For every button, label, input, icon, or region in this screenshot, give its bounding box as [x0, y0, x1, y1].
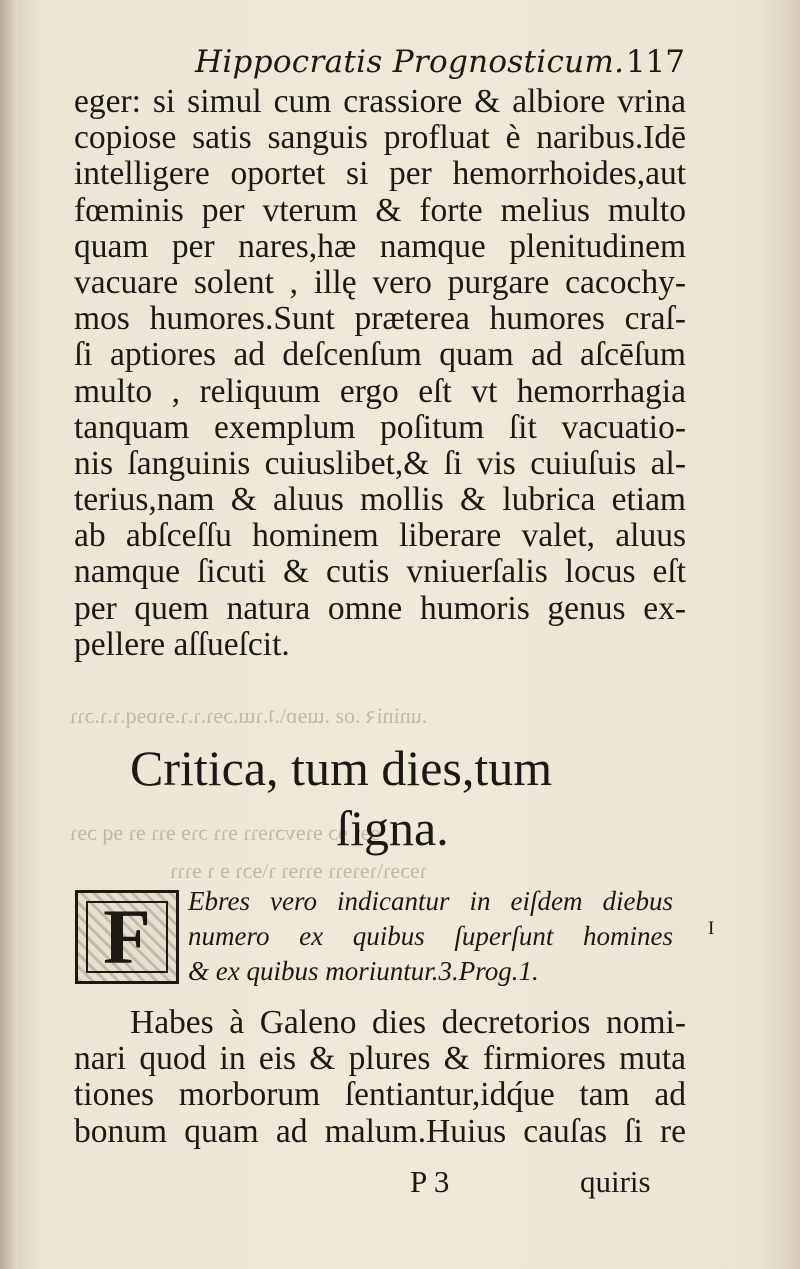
show-through-text: ɿɘɔɘɿ\ɿɘɿɘɿɿ ɘɿɿɘɿ ɿ\ɘɔɿ ɘ ɿ ɘɿɿɿ: [170, 858, 428, 883]
margin-note: I: [708, 918, 715, 939]
text-line: fœminis per vterum & forte melius multo: [74, 191, 686, 229]
aphorism-line: Ebres vero indicantur in eiſdem diebus: [188, 886, 673, 916]
text-line: pellere aſſueſcit.: [74, 625, 290, 663]
text-line: multo , reliquum ergo eſt vt hemorrhagia: [74, 372, 686, 410]
text-line: terius,nam & aluus mollis & lubrica etiam: [74, 481, 686, 519]
decorated-initial: [75, 890, 179, 984]
page-gutter: [0, 0, 18, 1269]
text-line: nari quod in eis & plures & firmiores muta: [74, 1040, 686, 1078]
page-number: 117: [625, 44, 685, 80]
paragraph-1: [74, 84, 686, 663]
heading-line-2: ſigna.: [336, 800, 449, 856]
text-line: quam per nares,hæ namque plenitudinem: [74, 227, 686, 265]
aphorism-line: numero ex quibus ſuperſunt homines: [188, 921, 673, 951]
page-header: [195, 44, 685, 84]
text-line: vacuare solent , illę vero purgare cacochy-: [74, 263, 686, 301]
initial-letter: F: [103, 893, 151, 980]
aphorism-line: & ex quibus moriuntur.3.Prog.1.: [188, 956, 539, 986]
text-line: bonum quam ad malum.Huius cauſas ſi re: [74, 1112, 686, 1150]
catchword: quiris: [580, 1164, 651, 1199]
section-heading: [130, 738, 610, 858]
text-line: intelligere oportet si per hemorrhoides,aut: [74, 155, 686, 193]
text-line: ſi aptiores ad deſcenſum quam ad aſcēſum: [74, 336, 686, 374]
text-line: tanquam exemplum poſitum ſit vacuatio-: [74, 408, 686, 446]
text-line: Habes à Galeno dies decretorios nomi-: [130, 1004, 686, 1041]
text-line: tiones morborum ſentiantur,idq́ue tam ad: [74, 1076, 686, 1114]
show-through-text: .uniniꝛ .oƨ .ɯɘɒ\.ʇ.ɿɯ.ɔɘɿ.ɿ.ɿ.ɘɿɒɘq.ɿ.ɿ.ɔɿɿ: [70, 703, 428, 728]
text-line: namque ſicuti & cutis vniuerſalis locus eſt: [74, 553, 686, 591]
show-through-text: ɘɘɿ ɘɔ ɘɿɘvɔɿɘɿɿ ɘɿɿ ɔɿɘ ɘɿɿ ɘɿ ɘq ɔɘɿ: [70, 820, 381, 845]
text-line: per quem natura omne humoris genus ex-: [74, 589, 686, 627]
heading-line-1: Critica, tum dies,tum: [130, 740, 553, 796]
paragraph-2: [74, 1005, 686, 1150]
text-line: nis ſanguinis cuiuslibet,& ſi vis cuiuſuis al-: [74, 444, 686, 482]
text-line: ab abſceſſu hominem liberare valet, aluus: [74, 517, 686, 555]
aphorism-text: [188, 884, 673, 989]
text-line: eger: si simul cum crassiore & albiore vrina: [74, 83, 686, 120]
signature-mark: P 3: [410, 1164, 450, 1199]
text-line: copiose satis sanguis profluat è naribus.Idē: [74, 119, 686, 157]
text-line: mos humores.Sunt præterea humores craſ-: [74, 300, 686, 338]
running-title: Hippocratis Prognosticum.: [195, 44, 625, 80]
